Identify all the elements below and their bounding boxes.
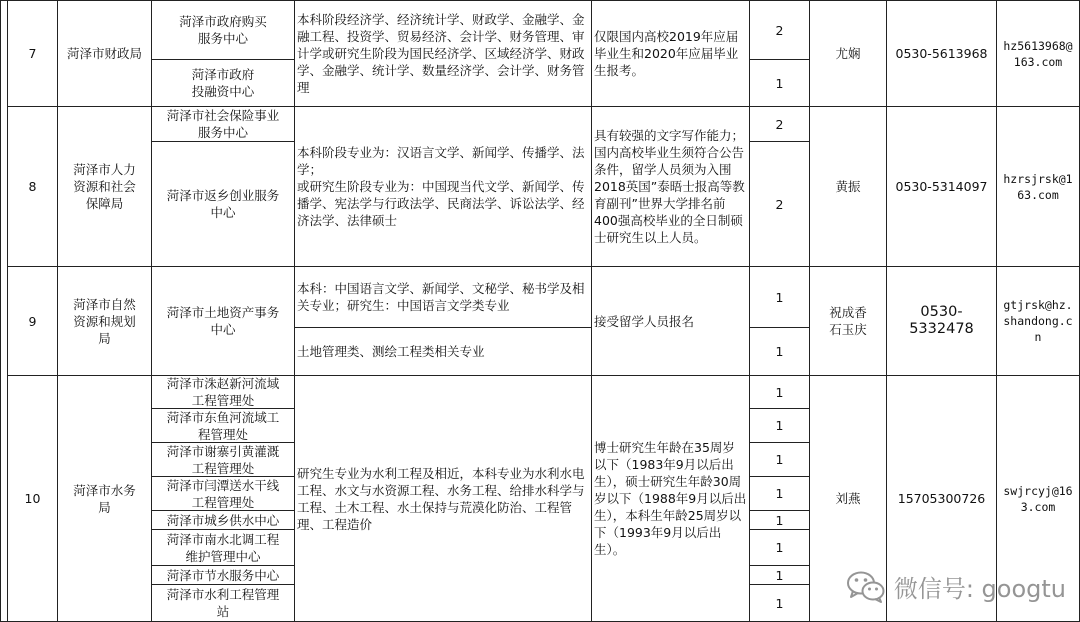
unit-name: 菏泽市洙赵新河流域 工程管理处	[151, 375, 295, 409]
position-count: 1	[749, 408, 810, 443]
contact-phone: 15705300726	[886, 375, 997, 622]
major-requirement: 本科阶段经济学、经济统计学、财政学、金融学、金融工程、投资学、贸易经济、会计学、财务管理、审计学或研究生阶段为国民经济学、区域经济学、财政学、金融学、统计学、数量经济学、会计学、财务管理	[294, 0, 592, 107]
major-requirement: 本科：中国语言文学、新闻学、文秘学、秘书学及相关专业；研究生：中国语言文学类专业	[294, 266, 592, 328]
contact-phone: 0530-5613968	[886, 0, 997, 107]
row-number: 7	[7, 0, 58, 107]
major-requirement: 本科阶段专业为：汉语言文学、新闻学、传播学、法学； 或研究生阶段专业为：中国现当代文学、新闻学、传播学、宪法学与行政法学、民商法学、诉讼法学、经济法学、法律硕士	[294, 106, 592, 267]
position-count: 1	[749, 327, 810, 376]
contact-phone: 0530-5332478	[886, 266, 997, 376]
unit-name: 菏泽市城乡供水中心	[151, 510, 295, 530]
position-count: 1	[749, 266, 810, 328]
position-count: 2	[749, 0, 810, 60]
unit-name: 菏泽市土地资产事务 中心	[151, 266, 295, 376]
contact-person: 尤娴	[809, 0, 887, 107]
unit-name: 菏泽市南水北调工程 维护管理中心	[151, 529, 295, 566]
position-count: 1	[749, 510, 810, 530]
position-count: 1	[749, 59, 810, 107]
other-requirement: 具有较强的文字写作能力；国内高校毕业生须符合公告条件，留学人员须为入围2018英国”泰晤士报高等教育副刊”世界大学排名前400强高校毕业的全日制硕士研究生以上人员。	[591, 106, 750, 267]
row-number: 9	[7, 266, 58, 376]
contact-email: swjrcyj@16 3.com	[996, 375, 1080, 622]
contact-person: 刘燕	[809, 375, 887, 622]
major-requirement: 土地管理类、测绘工程类相关专业	[294, 327, 592, 376]
contact-email: gtjrsk@hz. shandong.c n	[996, 266, 1080, 376]
position-count: 1	[749, 584, 810, 622]
wechat-watermark	[846, 569, 1066, 604]
unit-name: 菏泽市社会保险事业 服务中心	[151, 106, 295, 142]
unit-name: 菏泽市谢寨引黄灌溉 工程管理处	[151, 442, 295, 477]
department-name: 菏泽市财政局	[57, 0, 152, 107]
position-count: 1	[749, 375, 810, 409]
department-name: 菏泽市自然 资源和规划 局	[57, 266, 152, 376]
other-requirement: 仅限国内高校2019年应届毕业生和2020年应届毕业生报考。	[591, 0, 750, 107]
position-count: 1	[749, 529, 810, 566]
row-number: 10	[7, 375, 58, 622]
contact-email: hzrsjrsk@1 63.com	[996, 106, 1080, 267]
contact-person: 祝成香 石玉庆	[809, 266, 887, 376]
unit-name: 菏泽市东鱼河流域工 程管理处	[151, 408, 295, 443]
position-count: 2	[749, 141, 810, 267]
unit-name: 菏泽市节水服务中心	[151, 565, 295, 585]
unit-name: 菏泽市政府 投融资中心	[151, 59, 295, 107]
position-count: 2	[749, 106, 810, 142]
wechat-icon	[846, 570, 886, 604]
position-count: 1	[749, 565, 810, 585]
contact-phone: 0530-5314097	[886, 106, 997, 267]
other-requirement: 接受留学人员报名	[591, 266, 750, 376]
department-name: 菏泽市人力 资源和社会 保障局	[57, 106, 152, 267]
department-name: 菏泽市水务 局	[57, 375, 152, 622]
unit-name: 菏泽市返乡创业服务 中心	[151, 141, 295, 267]
unit-name: 菏泽市闫潭送水干线 工程管理处	[151, 476, 295, 511]
position-count: 1	[749, 476, 810, 511]
major-requirement: 研究生专业为水利工程及相近，本科专业为水利水电工程、水文与水资源工程、水务工程、给排水科学与工程、土木工程、水土保持与荒漠化防治、工程管理、工程造价	[294, 375, 592, 622]
unit-name: 菏泽市政府购买 服务中心	[151, 0, 295, 60]
contact-email: hz5613968@ 163.com	[996, 0, 1080, 107]
row-number: 8	[7, 106, 58, 267]
unit-name: 菏泽市水利工程管理 站	[151, 584, 295, 622]
other-requirement: 博士研究生年龄在35周岁以下（1983年9月以后出生），硕士研究生年龄30周岁以下（1988年9月以后出生），本科生年龄25周岁以下（1993年9月以后出生）。	[591, 375, 750, 622]
contact-person: 黄振	[809, 106, 887, 267]
position-count: 1	[749, 442, 810, 477]
watermark-text: 微信号: googtu	[893, 575, 1066, 603]
